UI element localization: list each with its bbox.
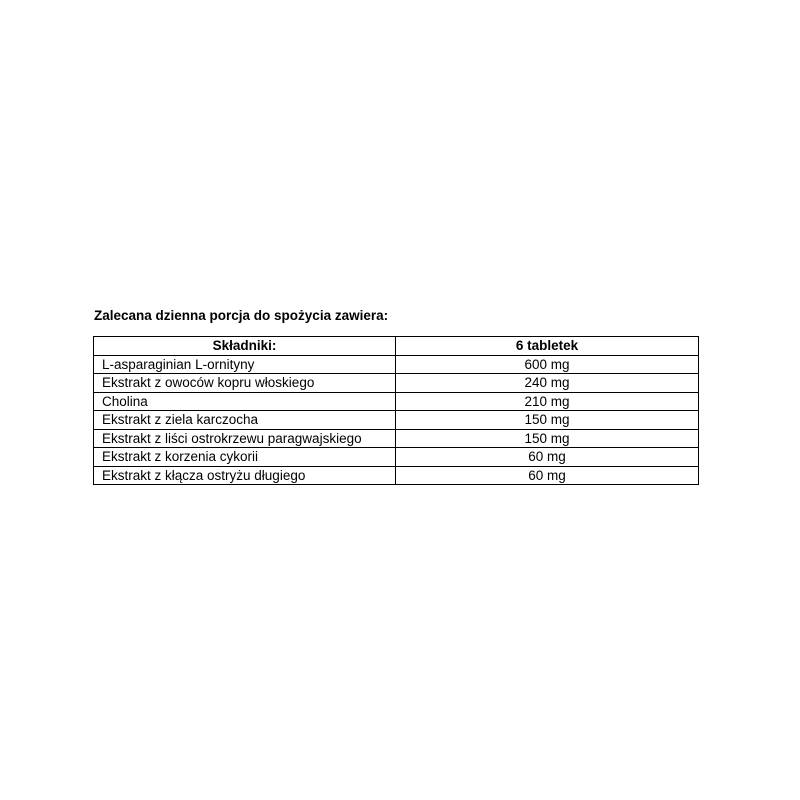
header-dose: 6 tabletek: [396, 337, 699, 356]
table-row: [94, 355, 699, 374]
table-row: [94, 448, 699, 467]
ingredient-name: Ekstrakt z korzenia cykorii: [94, 448, 396, 467]
table-row: [94, 411, 699, 430]
ingredient-amount: 150 mg: [396, 411, 699, 430]
table-row: [94, 374, 699, 393]
ingredient-amount: 150 mg: [396, 429, 699, 448]
table-row: [94, 429, 699, 448]
ingredients-table: [93, 336, 699, 485]
ingredient-name: Cholina: [94, 392, 396, 411]
ingredient-amount: 60 mg: [396, 448, 699, 467]
table-header-row: [94, 337, 699, 356]
table-row: [94, 466, 699, 485]
ingredient-amount: 240 mg: [396, 374, 699, 393]
ingredient-name: Ekstrakt z ziela karczocha: [94, 411, 396, 430]
ingredient-name: L-asparaginian L-ornityny: [94, 355, 396, 374]
ingredient-amount: 60 mg: [396, 466, 699, 485]
table-row: [94, 392, 699, 411]
ingredient-name: Ekstrakt z liści ostrokrzewu paragwajskiego: [94, 429, 396, 448]
ingredient-amount: 210 mg: [396, 392, 699, 411]
table-title: Zalecana dzienna porcja do spożycia zawiera:: [94, 308, 389, 323]
ingredient-name: Ekstrakt z owoców kopru włoskiego: [94, 374, 396, 393]
ingredient-name: Ekstrakt z kłącza ostryżu długiego: [94, 466, 396, 485]
ingredient-amount: 600 mg: [396, 355, 699, 374]
header-ingredients: Składniki:: [94, 337, 396, 356]
supplement-facts: [93, 306, 698, 485]
